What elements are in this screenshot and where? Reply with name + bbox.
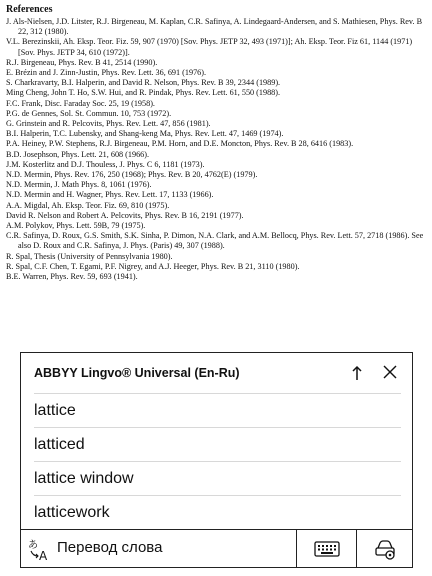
translate-icon [27, 537, 51, 561]
result-item[interactable]: latticed [34, 427, 401, 461]
references-heading: References [6, 4, 53, 15]
reference-entry: R.J. Birgeneau, Phys. Rev. B 41, 2514 (1990). [6, 57, 158, 67]
svg-text:A: A [39, 549, 48, 561]
reference-entry: C.R. Safinya, D. Roux, G.S. Smith, S.K. Sinha, P. Dimon, N.A. Clark, and A.M. Bellocq, Phys. Rev. Lett. 57, 2718 (1986). See also D. Roux and C.R. Safinya, J. Phys. (Paris) 49, 307 (1988). [6, 231, 424, 251]
reference-entry: N.D. Mermin and H. Wagner, Phys. Rev. Lett. 17, 1133 (1966). [6, 190, 214, 200]
dictionary-settings-icon [374, 538, 396, 560]
svg-text:あ: あ [28, 540, 38, 551]
reference-entry: A.M. Polykov, Phys. Lett. 59B, 79 (1975). [6, 221, 146, 231]
keyboard-icon [314, 541, 340, 557]
reference-entry: N.D. Mermin, Phys. Rev. 176, 250 (1968); Phys. Rev. B 20, 4762(E) (1979). [6, 170, 258, 180]
result-item[interactable]: latticework [34, 495, 401, 529]
keyboard-button[interactable] [296, 530, 356, 568]
reference-entry: P.A. Heiney, P.W. Stephens, R.J. Birgeneau, P.M. Horn, and D.E. Moncton, Phys. Rev. B 28, 6416 (1983). [6, 139, 354, 149]
reference-entry: B.D. Josephson, Phys. Lett. 21, 608 (1966). [6, 149, 150, 159]
result-item[interactable]: lattice [34, 393, 401, 427]
reference-entry: N.D. Mermin, J. Math Phys. 8, 1061 (1976). [6, 180, 152, 190]
dictionary-settings-button[interactable] [356, 530, 412, 568]
reference-entry: G. Grinstein and R. Pelcovits, Phys. Rev. Lett. 47, 856 (1981). [6, 119, 211, 129]
popup-header [21, 353, 412, 393]
reference-entry: J. Als-Nielsen, J.D. Litster, R.J. Birgeneau, M. Kaplan, C.R. Safinya, A. Lindegaard-Andersen, and S. Mathiesen, Phys. Rev. B 22, 312 (1980). [6, 17, 423, 37]
reference-entry: B.I. Halperin, T.C. Lubensky, and Shang-keng Ma, Phys. Rev. Lett. 47, 1469 (1974). [6, 129, 284, 139]
pin-up-icon[interactable] [350, 364, 364, 382]
reference-entry: E. Brézin and J. Zinn-Justin, Phys. Rev. Lett. 36, 691 (1976). [6, 68, 207, 78]
reference-entry: V.L. Berezinskii, Ah. Eksp. Teor. Fiz. 59, 907 (1970) [Sov. Phys. JETP 32, 493 (1971)]; Ah. Eksp. Teor. Fiz 61, 1144 (1971) [Sov. Phys. JETP 34, 610 (1972)]. [6, 37, 413, 57]
result-item[interactable]: lattice window [34, 461, 401, 495]
translate-word-button[interactable] [21, 530, 296, 568]
reference-entry: F.C. Frank, Disc. Faraday Soc. 25, 19 (1958). [6, 98, 155, 108]
translate-word-label: Перевод слова [57, 539, 163, 556]
reference-entry: David R. Nelson and Robert A. Pelcovits, Phys. Rev. B 16, 2191 (1977). [6, 210, 244, 220]
dictionary-popup [20, 352, 413, 568]
close-icon[interactable] [382, 364, 398, 380]
reference-entry: Ming Cheng, John T. Ho, S.W. Hui, and R. Pindak, Phys. Rev. Lett. 61, 550 (1988). [6, 88, 281, 98]
reference-entry: S. Charkravarty, B.I. Halperin, and David R. Nelson, Phys. Rev. B 39, 2344 (1989). [6, 78, 281, 88]
reference-entry: P.G. de Gennes, Sol. St. Commun. 10, 753 (1972). [6, 108, 172, 118]
reference-entry: R. Spal, C.F. Chen, T. Egami, P.F. Nigrey, and A.J. Heeger, Phys. Rev. B 21, 3110 (1980). [6, 261, 300, 271]
reference-entry: J.M. Kosterlitz and D.J. Thouless, J. Phys. C 6, 1181 (1973). [6, 159, 205, 169]
result-list [34, 393, 401, 529]
reference-entry: A.A. Migdal, Ah. Eksp. Teor. Fiz. 69, 810 (1975). [6, 200, 170, 210]
popup-toolbar [21, 529, 412, 567]
reference-entry: B.E. Warren, Phys. Rev. 59, 693 (1941). [6, 272, 138, 282]
reference-list [6, 17, 424, 282]
reference-entry: R. Spal, Thesis (University of Pennsylvania 1980). [6, 251, 173, 261]
dictionary-title[interactable]: ABBYY Lingvo® Universal (En-Ru) [34, 366, 240, 380]
